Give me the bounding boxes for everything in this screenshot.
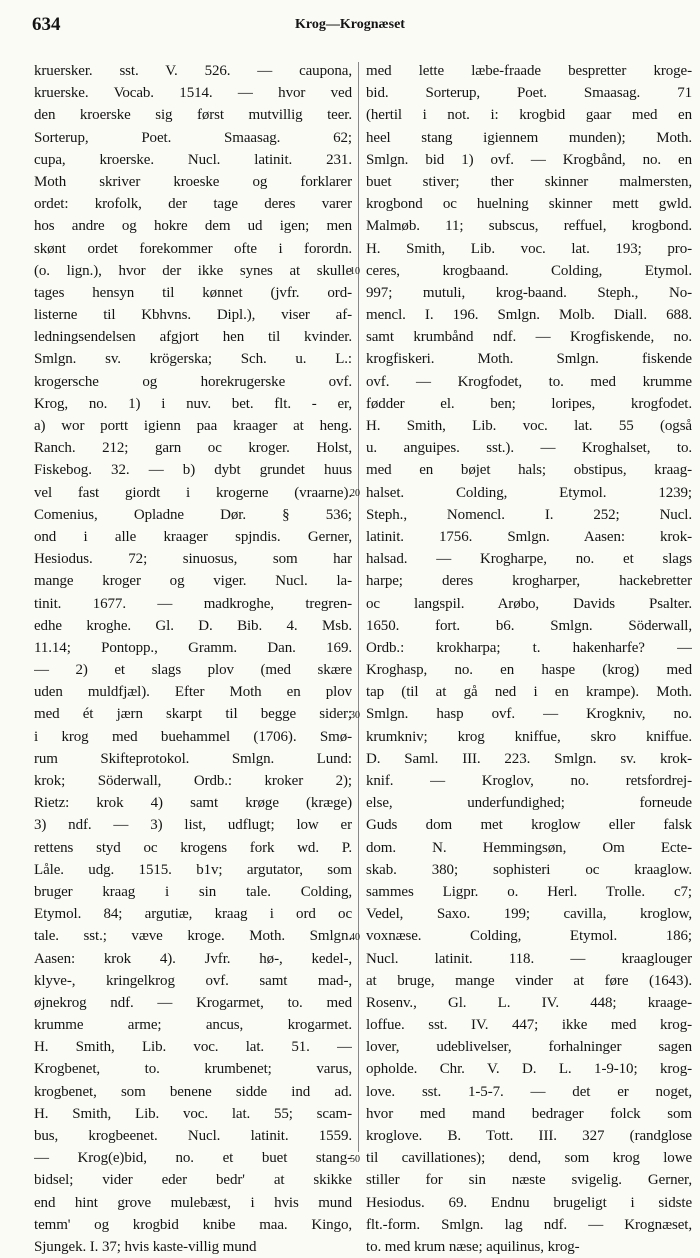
text-line: Smlgn. sv. krögerska; Sch. u. L.: [34, 351, 352, 368]
text-line: hvor med mand bedrager folck som [366, 1105, 692, 1122]
line-number: 40 [350, 931, 360, 943]
text-line: Ranch. 212; garn oc kroger. Holst, [34, 440, 352, 457]
text-line: — 2) et slags plov (med skære [34, 662, 352, 679]
text-line: Kroghasp, no. en haspe (krog) med [366, 662, 692, 679]
text-line: krogfiskeri. Moth. Smlgn. fiskende [366, 351, 692, 368]
text-line: Smlgn. hasp ovf. — Krogkniv, no. [366, 706, 692, 723]
text-line: rettens styd oc krogens fork wd. P. [34, 839, 352, 856]
text-line: med en bøjet hals; obstipus, kraag- [366, 462, 692, 479]
text-line: else, underfundighed; forneude [366, 795, 692, 812]
text-line: krumme arme; ancus, krogarmet. [34, 1017, 352, 1034]
text-line: kruerske. Vocab. 1514. — hvor ved [34, 85, 352, 102]
text-line: 997; mutuli, krog-baand. Steph., No- [366, 284, 692, 301]
text-line: Hesiodus. 69. Endnu brugeligt i sidste [366, 1194, 692, 1211]
text-line: at bruge, mange vinder at føre (1643). [366, 972, 692, 989]
text-line: dom. N. Hemmingsøn, Om Ecte- [366, 839, 692, 856]
text-line: vel fast giordt i krogerne (vraarne). [34, 484, 352, 501]
running-title: Krog—Krognæset [295, 17, 405, 32]
text-line: Vedel, Saxo. 199; cavilla, kroglow, [366, 906, 692, 923]
page-header [0, 14, 700, 42]
text-line: Comenius, Opladne Dør. § 536; [34, 506, 352, 523]
text-line: harpe; deres krogharper, hackebretter [366, 573, 692, 590]
page-number: 634 [32, 14, 61, 35]
text-line: D. Saml. III. 223. Smlgn. sv. krok- [366, 750, 692, 767]
text-line: H. Smith, Lib. voc. lat. 51. — [34, 1039, 352, 1056]
text-line: kruersker. sst. V. 526. — caupona, [34, 63, 352, 79]
text-line: Nucl. latinit. 118. — kraaglouger [366, 950, 692, 967]
text-line: Krogbenet, to. krumbenet; varus, [34, 1061, 352, 1078]
text-line: Malmøb. 11; subscus, reffuel, krogbond. [366, 218, 692, 235]
text-line: klyve-, kringelkrog ovf. samt mad-, [34, 972, 352, 989]
text-line: samt krumbånd ndf. — Krogfiskende, no. [366, 329, 692, 346]
text-line: love. sst. 1-5-7. — det er noget, [366, 1083, 692, 1100]
text-line: a) wor portt igienn paa kraager at heng. [34, 418, 352, 434]
text-line: mange kroger og viger. Nucl. la- [34, 573, 352, 590]
text-line: krogersche og horekrugerske ovf. [34, 373, 352, 390]
text-line: end hint grove mulebæst, i hvis mund [34, 1194, 352, 1211]
text-line: med ét jærn skarpt til begge sider; [34, 706, 352, 723]
text-line: halsad. — Krogharpe, no. et slags [366, 551, 692, 568]
text-line: i krog med buehammel (1706). Smø- [34, 728, 352, 745]
text-line: tages hensyn til kønnet (jvfr. ord- [34, 284, 352, 301]
text-line: u. anguipes. sst.). — Kroghalset, to. [366, 440, 692, 457]
text-line: temm' og krogbid knibe maa. Kingo, [34, 1216, 352, 1233]
text-line: Ordb.: krokharpa; t. hakenharfe? — [366, 639, 692, 656]
text-line: krogbenet, som benene sidde ind ad. [34, 1083, 352, 1100]
text-line: Sorterup, Poet. Smaasag. 62; [34, 129, 352, 146]
text-line: sammes Ligpr. o. Herl. Trolle. c7; [366, 883, 692, 900]
text-line: halset. Colding, Etymol. 1239; [366, 484, 692, 501]
text-line: ceres, krogbaand. Colding, Etymol. [366, 262, 692, 279]
text-line: skab. 380; sophisteri oc kraaglow. [366, 861, 692, 878]
text-line: ond i alle kraager spjndis. Gerner, [34, 528, 352, 545]
text-line: Aasen: krok 4). Jvfr. hø-, kedel-, [34, 950, 352, 967]
text-line: Smlgn. bid 1) ovf. — Krogbånd, no. en [366, 151, 692, 168]
text-line: H. Smith, Lib. voc. lat. 55; scam- [34, 1105, 352, 1122]
text-line: knif. — Kroglov, no. retsfordrej- [366, 773, 692, 789]
text-line: uden muldfjæl). Efter Moth en plov [34, 684, 352, 701]
text-line: Rietz: krok 4) samt krøge (kræge) [34, 795, 352, 812]
text-line: Sjungek. I. 37; hvis kaste-villig mund [34, 1238, 257, 1255]
line-number: 50 [350, 1153, 360, 1165]
text-line: Steph., Nomencl. I. 252; Nucl. [366, 506, 692, 523]
text-line: Krog, no. 1) i nuv. bet. flt. - er, [34, 395, 352, 412]
left-column [34, 60, 352, 1258]
text-line: tale. sst.; væve kroge. Moth. Smlgn. [34, 928, 352, 945]
text-line: (hertil i not. i: krogbid gaar med en [366, 107, 692, 124]
text-line: flt.-form. Smlgn. lag ndf. — Krognæset, [366, 1216, 692, 1233]
text-line: 3) ndf. — 3) list, udflugt; low er [34, 817, 352, 834]
text-line: til cavillationes); dend, som krog lowe [366, 1150, 692, 1167]
text-line: latinit. 1756. Smlgn. Aasen: krok- [366, 528, 692, 545]
text-line: Guds dom met kroglow eller falsk [366, 817, 692, 834]
text-line: Moth skriver kroeske og forklarer [34, 173, 352, 190]
text-line: voxnæse. Colding, Etymol. 186; [366, 928, 692, 945]
text-line: to. med krum næse; aquilinus, krog- [366, 1238, 580, 1255]
text-line: listerne til Kbhvns. Dipl.), viser af- [34, 307, 352, 324]
text-line: hos andre og hokre dem ud igen; men [34, 218, 352, 235]
text-line: H. Smith, Lib. voc. lat. 193; pro- [366, 240, 692, 257]
text-line: oc langspil. Arøbo, Davids Psalter. [366, 595, 692, 612]
text-line: opholde. Chr. V. D. L. 1-9-10; krog- [366, 1061, 692, 1078]
text-line: tap (til at gå ned i en krampe). Moth. [366, 684, 692, 701]
text-line: ledningsendelsen afgjort hen til kvinder. [34, 329, 352, 346]
text-line: bid. Sorterup, Poet. Smaasag. 71 [366, 85, 692, 102]
text-line: fødder el. ben; loripes, krogfodet. [366, 395, 692, 412]
text-line: ovf. — Krogfodet, to. med krumme [366, 373, 692, 390]
text-line: heel stang igiennem munden); Moth. [366, 129, 692, 146]
column-separator [358, 62, 359, 1152]
text-line: bus, krogbeenet. Nucl. latinit. 1559. [34, 1128, 352, 1144]
text-line: lover, udeblivelser, forhalninger sagen [366, 1039, 692, 1056]
text-line: stiller for sin næste svigelig. Gerner, [366, 1172, 692, 1189]
line-number: 30 [350, 709, 360, 721]
text-line: tinit. 1677. — madkroghe, tregren- [34, 595, 352, 612]
text-line: med lette læbe-fraade bespretter kroge- [366, 63, 692, 79]
text-line: krok; Söderwall, Ordb.: kroker 2); [34, 773, 352, 789]
text-line: 1650. fort. b6. Smlgn. Söderwall, [366, 617, 692, 634]
text-line: Rosenv., Gl. L. IV. 448; kraage- [366, 994, 692, 1011]
text-line: ordet: krofolk, der tage deres varer [34, 196, 352, 213]
text-line: Hesiodus. 72; sinuosus, som har [34, 551, 352, 568]
text-line: 11.14; Pontopp., Gramm. Dan. 169. [34, 639, 352, 656]
text-line: rum Skifteprotokol. Smlgn. Lund: [34, 750, 352, 767]
text-line: Etymol. 84; argutiæ, kraag i ord oc [34, 906, 352, 923]
text-line: edhe kroghe. Gl. D. Bib. 4. Msb. [34, 617, 352, 634]
line-number: 20 [350, 487, 360, 499]
right-column [366, 60, 692, 1258]
text-line: skønt ordet forekommer ofte i forordn. [34, 240, 352, 257]
text-line: Fiskebog. 32. — b) dybt grundet huus [34, 462, 352, 479]
text-line: den kroerske sig først mutvillig teer. [34, 107, 352, 124]
text-line: bruger kraag i sin tale. Colding, [34, 883, 352, 900]
text-line: (o. lign.), hvor der ikke synes at skulle [34, 262, 352, 279]
text-line: øjnekrog ndf. — Krogarmet, to. med [34, 994, 352, 1011]
text-line: buet stiver; ther skinner malmersten, [366, 173, 692, 190]
text-line: loffue. sst. IV. 447; ikke med krog- [366, 1017, 692, 1034]
text-line: bidsel; vider eder bedr' at skikke [34, 1172, 352, 1189]
text-line: cupa, kroerske. Nucl. latinit. 231. [34, 151, 352, 168]
text-line: krogbond oc huelning skinner mett gwld. [366, 196, 692, 213]
text-line: — Krog(e)bid, no. et buet stang- [34, 1150, 352, 1167]
text-line: mencl. I. 196. Smlgn. Molb. Diall. 688. [366, 307, 692, 324]
line-number: 10 [350, 265, 360, 277]
text-line: H. Smith, Lib. voc. lat. 55 (også [366, 418, 692, 434]
text-line: krumkniv; krog kniffue, skro kniffue. [366, 728, 692, 745]
text-line: Låle. udg. 1515. b1v; argutator, som [34, 861, 352, 878]
text-line: kroglove. B. Tott. III. 327 (randglose [366, 1128, 692, 1144]
